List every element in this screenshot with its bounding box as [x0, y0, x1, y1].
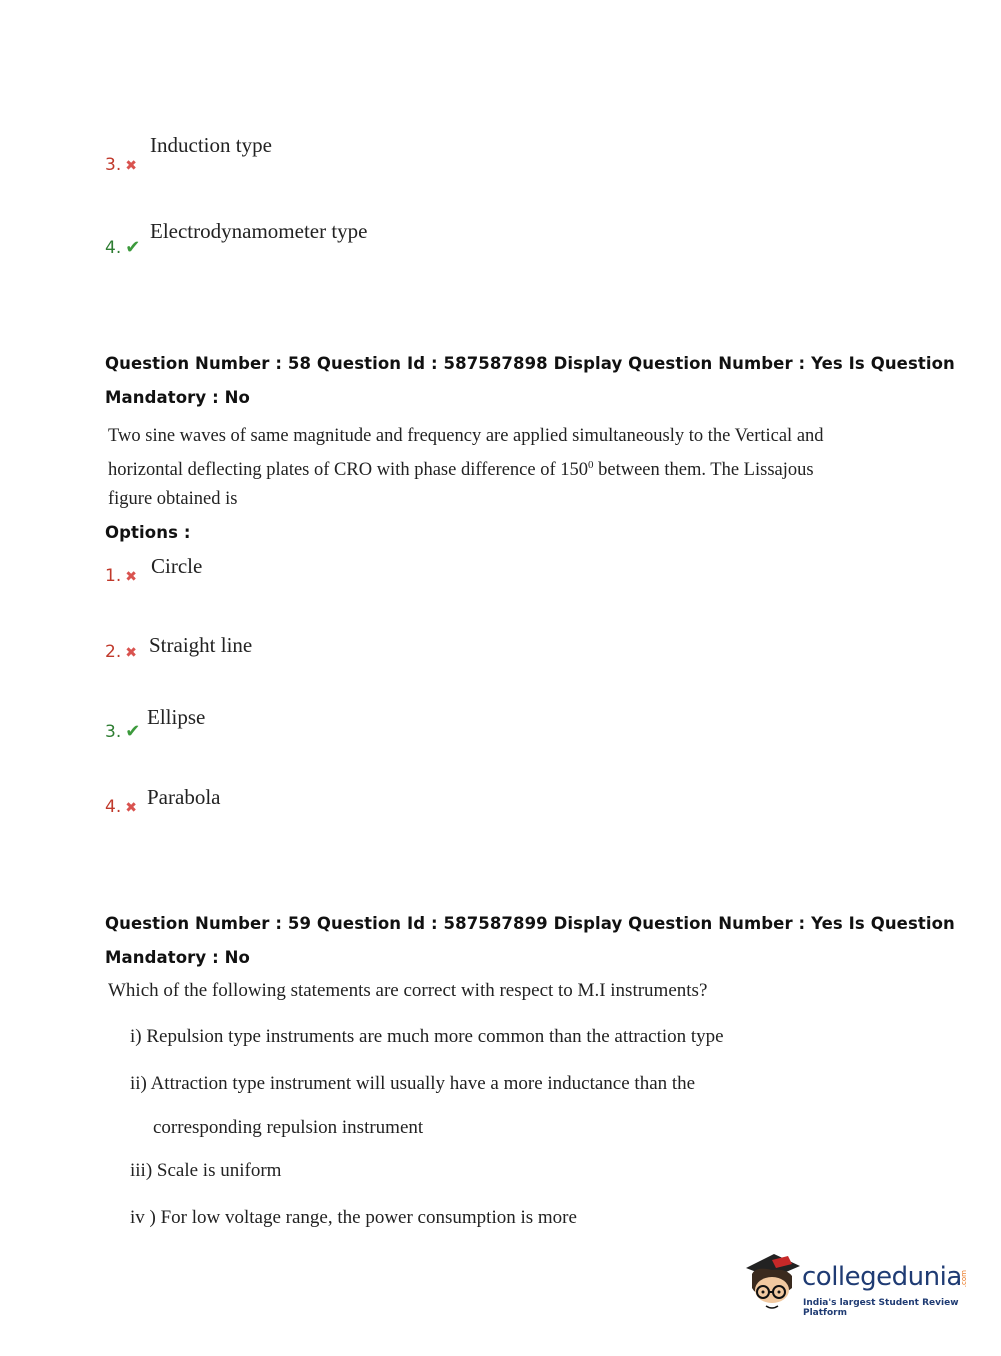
check-icon: ✔ — [125, 721, 141, 742]
cross-icon: ✖ — [125, 569, 137, 585]
q59-statement-4: iv ) For low voltage range, the power consumption is more — [130, 1207, 577, 1228]
logo-suffix: .com — [960, 1270, 968, 1288]
logo-wordmark: collegedunia — [802, 1262, 962, 1292]
cross-icon: ✖ — [125, 800, 137, 816]
q58-options-label: Options : — [105, 523, 191, 542]
q58-option-2-number: 2. ✖ — [105, 642, 137, 662]
q59-statement-1: i) Repulsion type instruments are much more common than the attraction type — [130, 1026, 724, 1047]
q59-statement-2-cont: corresponding repulsion instrument — [153, 1117, 424, 1138]
cross-icon: ✖ — [125, 158, 137, 174]
prev-option-3-number: 3. ✖ — [105, 155, 137, 175]
q59-header-line1: Question Number : 59 Question Id : 587587899 Display Question Number : Yes Is Question — [105, 914, 955, 933]
q58-header-line2: Mandatory : No — [105, 388, 250, 407]
q58-text-line3: figure obtained is — [108, 489, 238, 510]
prev-option-4-text: Electrodynamometer type — [150, 219, 368, 243]
q58-option-2-text: Straight line — [149, 633, 253, 657]
q58-option-1-number: 1. ✖ — [105, 566, 137, 586]
logo-tagline: India's largest Student Review Platform — [803, 1298, 959, 1318]
cross-icon: ✖ — [125, 645, 137, 661]
q58-option-4-number: 4. ✖ — [105, 797, 137, 817]
q59-question-text: Which of the following statements are correct with respect to M.I instruments? — [108, 980, 708, 1001]
q59-statement-3: iii) Scale is uniform — [130, 1160, 282, 1181]
collegedunia-logo — [742, 1248, 972, 1318]
q58-text-line1: Two sine waves of same magnitude and frequency are applied simultaneously to the Vertical and — [108, 426, 824, 446]
q58-option-3-number: 3. ✔ — [105, 721, 141, 742]
q58-option-1-text: Circle — [151, 554, 203, 578]
prev-option-4-number: 4. ✔ — [105, 237, 141, 258]
mascot-icon — [742, 1248, 804, 1318]
q58-header-line1: Question Number : 58 Question Id : 587587898 Display Question Number : Yes Is Question — [105, 354, 955, 373]
q58-question-text — [108, 422, 824, 514]
q58-option-3-text: Ellipse — [147, 705, 206, 729]
q58-option-4-text: Parabola — [147, 785, 221, 809]
q59-statement-2: ii) Attraction type instrument will usually have a more inductance than the — [130, 1073, 696, 1094]
prev-option-3-text: Induction type — [150, 133, 272, 157]
q59-header-line2: Mandatory : No — [105, 948, 250, 967]
check-icon: ✔ — [125, 237, 141, 258]
q58-text-line2: horizontal deflecting plates of CRO with phase difference of $150^0$ between them. The Lissajous — [108, 459, 814, 481]
